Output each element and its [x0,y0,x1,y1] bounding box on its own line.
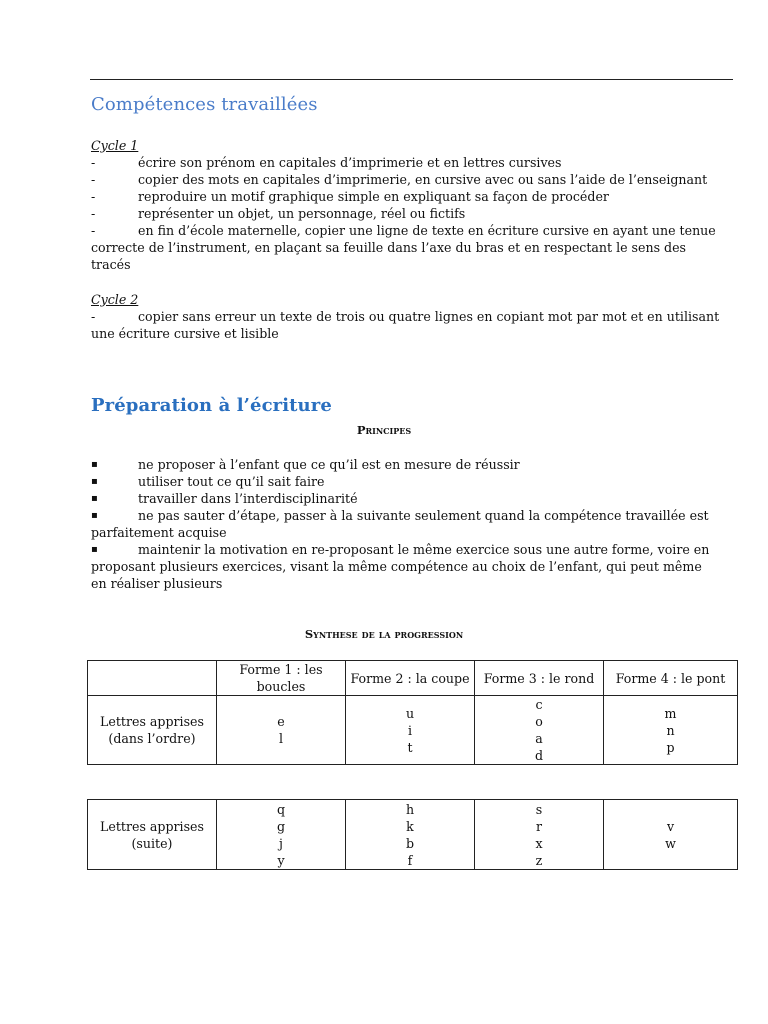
row-label: (dans l’ordre) [108,731,196,746]
dash-marker: - [91,223,96,238]
square-bullet-icon: ▪ [91,476,98,487]
letter: z [535,852,543,868]
list-item [91,308,736,325]
cycle1-label: Cycle 1 [91,138,139,153]
list-item-continuation: une écriture cursive et lisible [91,326,279,341]
cycle2-label: Cycle 2 [91,292,139,307]
list-item-continuation: en réaliser plusieurs [91,576,223,591]
list-item [91,222,736,239]
letter: a [535,731,543,746]
letter: s [535,801,543,817]
dash-marker: - [91,189,96,204]
letter: j [279,835,283,851]
dash-marker: - [91,309,96,324]
list-item-text: ne proposer à l’enfant que ce qu’il est en mesure de réussir [138,457,520,472]
list-item-text: écrire son prénom en capitales d’imprimerie et en lettres cursives [138,155,562,170]
letter: w [665,835,676,851]
list-item [91,473,736,490]
letter: f [407,852,413,868]
table-header-cell [88,661,217,696]
list-item [91,188,736,205]
list-item [91,456,736,473]
letter: x [535,835,543,851]
square-bullet-icon: ▪ [91,510,98,521]
table-header-row [88,661,738,696]
letters-cell [475,800,604,870]
table-header-cell: Forme 3 : le rond [475,661,604,696]
list-item-text: représenter un objet, un personnage, réel ou fictifs [138,206,466,221]
square-bullet-icon: ▪ [91,459,98,470]
row-label-cell [88,696,217,765]
header-rule [90,79,733,80]
letter: v [666,818,675,834]
letters-cell [475,696,604,765]
letter: p [666,739,675,755]
list-item [91,541,736,558]
list-item-text: en fin d’école maternelle, copier une ligne de texte en écriture cursive en ayant une tenue [138,223,716,238]
row-label-cell [88,800,217,870]
letters-cell [604,696,738,765]
list-item [91,154,736,171]
list-item-text: travailler dans l’interdisciplinarité [138,491,358,506]
table-header-cell: Forme 1 : les boucles [217,661,346,696]
letter: l [278,731,284,746]
cycle2-block [91,291,736,342]
list-item-text: reproduire un motif graphique simple en expliquant sa façon de procéder [138,189,609,204]
list-item [91,490,736,507]
list-item-continuation: correcte de l’instrument, en plaçant sa feuille dans l’axe du bras et en respectant le sens des [91,240,687,255]
dash-marker: - [91,206,96,221]
letter: d [534,748,544,763]
row-label: Lettres apprises [100,714,204,729]
list-item-continuation: tracés [91,257,131,272]
letter: n [666,722,675,738]
list-item [91,171,736,188]
list-item-continuation: parfaitement acquise [91,525,227,540]
table-header-cell: Forme 4 : le pont [604,661,738,696]
list-item-text: copier sans erreur un texte de trois ou quatre lignes en copiant mot par mot et en utilisant [138,309,720,324]
list-item-text: copier des mots en capitales d’imprimerie, en cursive avec ou sans l’aide de l’enseignant [138,172,708,187]
progression-table-suite [87,799,738,870]
letter: u [405,705,415,721]
list-item [91,205,736,222]
list-item-text: ne pas sauter d’étape, passer à la suivante seulement quand la compétence travaillée est [138,508,709,523]
principes-list [91,456,736,592]
letter: o [535,714,543,729]
table-row [88,800,738,870]
list-item [91,507,736,524]
letter: y [277,852,285,868]
letter: b [405,835,415,851]
letters-cell [217,800,346,870]
section-title-preparation: Préparation à l’écriture [91,395,332,416]
letters-cell [217,696,346,765]
letter: m [664,705,677,721]
list-item-text: maintenir la motivation en re-proposant le même exercice sous une autre forme, voire en [138,542,710,557]
list-item-text: utiliser tout ce qu’il sait faire [138,474,325,489]
list-item-continuation: proposant plusieurs exercices, visant la même compétence au choix de l’enfant, qui peut même [91,559,702,574]
letter: h [405,801,415,817]
section-title-competences: Compétences travaillées [91,94,318,115]
letter: r [535,818,543,834]
letter: k [406,818,414,834]
letter: i [407,722,413,738]
letters-cell [346,800,475,870]
table-header-cell: Forme 2 : la coupe [346,661,475,696]
letters-cell [604,800,738,870]
progression-table [87,660,738,765]
dash-marker: - [91,172,96,187]
principes-title: Principes [356,423,412,437]
letter: t [407,739,413,755]
row-label: (suite) [131,835,173,851]
square-bullet-icon: ▪ [91,544,98,555]
letter: g [276,818,286,834]
letter: e [277,714,285,729]
synthese-title: Synthese de la progression [304,627,464,641]
dash-marker: - [91,155,96,170]
square-bullet-icon: ▪ [91,493,98,504]
table-row [88,696,738,765]
cycle1-block [91,137,736,273]
letter: c [535,697,543,712]
letters-cell [346,696,475,765]
row-label: Lettres apprises [100,818,204,834]
letter: q [276,801,286,817]
